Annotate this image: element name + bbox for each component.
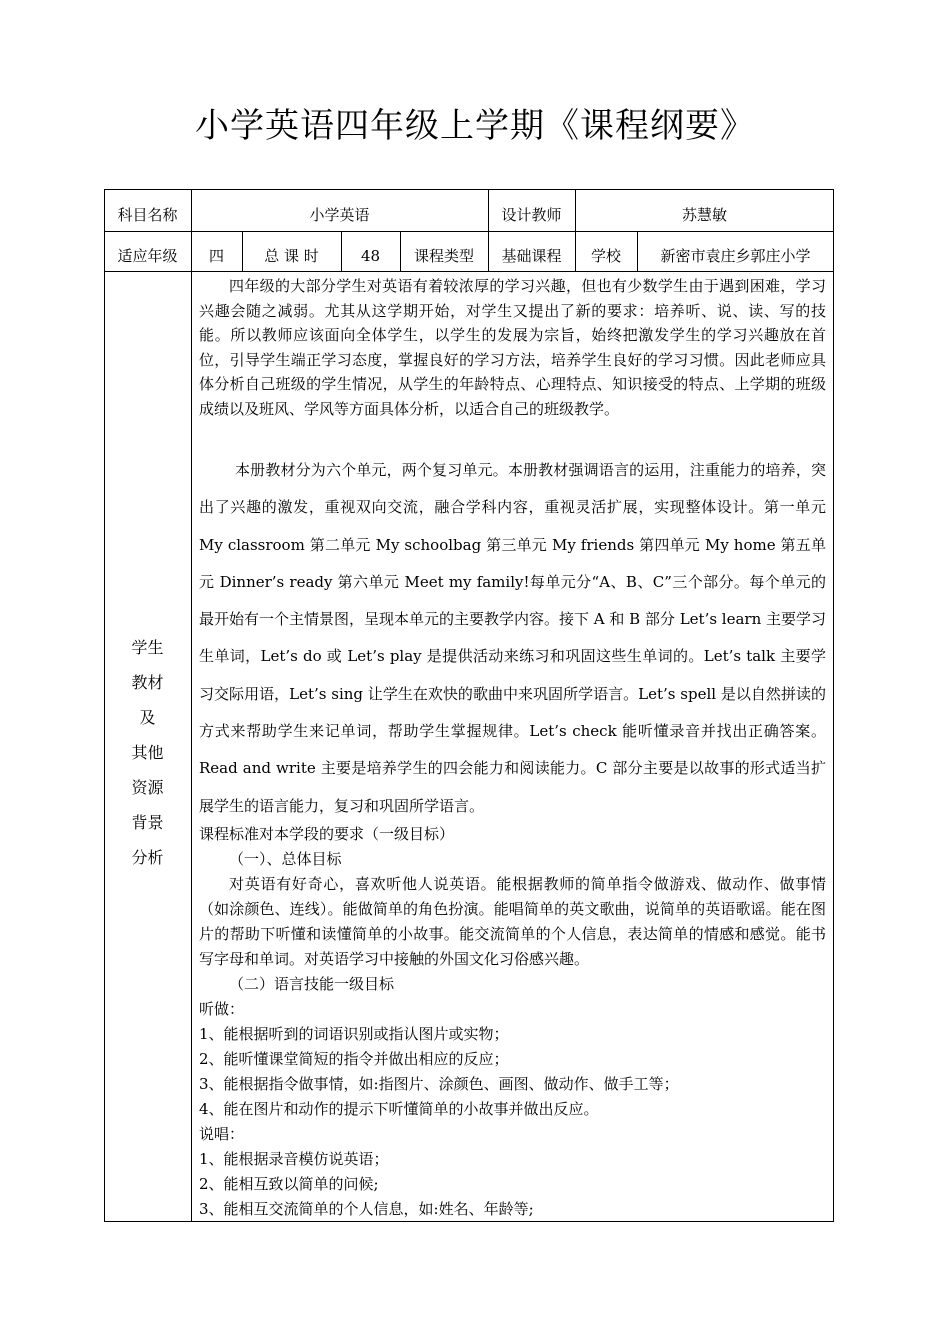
goal2-heading: （二）语言技能一级目标 [229, 975, 395, 993]
school-label: 学校 [590, 247, 621, 265]
listen-heading: 听做： [199, 1000, 245, 1018]
row-divider [104, 231, 834, 232]
list-item: 2、能相互致以简单的问候; [199, 1175, 379, 1193]
side-label-line: 及 [139, 708, 156, 727]
type-label: 课程类型 [413, 247, 474, 265]
student-analysis-paragraph: 四年级的大部分学生对英语有着较浓厚的学习兴趣，但也有少数学生由于遇到困难，学习兴趣会随之减弱。尤其从这学期开始，对学生又提出了新的要求：培养听、说、读、写的技能。所以教师应该面向全体学生，以学生的发展为宗旨，始终把激发学生的学习兴趣放在首位，引导学生端正学习态度，掌握良好的学习方法，培养学生良好的学习习惯。因此老师应具体分析自己班级的学生情况，从学生的年龄特点、心理特点、知识接受的特点、上学期的班级成绩以及班风、学风等方面具体分析，以适合自己的班级教学。 [199, 277, 826, 418]
side-label-line: 分析 [131, 848, 164, 867]
list-item: 3、能根据指令做事情，如:指图片、涂颜色、画图、做动作、做手工等； [199, 1075, 679, 1093]
teacher-value: 苏慧敏 [681, 206, 727, 224]
school-value: 新密市袁庄乡郭庄小学 [660, 247, 811, 265]
side-label-line: 教材 [131, 673, 164, 692]
page-title: 小学英语四年级上学期《课程纲要》 [195, 106, 755, 146]
side-label-line: 其他 [131, 743, 164, 762]
grade-label: 适应年级 [117, 247, 178, 265]
teacher-label: 设计教师 [501, 206, 562, 224]
goal1-text: 对英语有好奇心，喜欢听他人说英语。能根据教师的简单指令做游戏、做动作、做事情（如涂颜色、连线）。能做简单的角色扮演。能唱简单的英文歌曲，说简单的英语歌谣。能在图片的帮助下听懂和读懂简单的小故事。能交流简单的个人信息，表达简单的情感和感觉。能书写字母和单词。对英语学习中接触的外国文化习俗感兴趣。 [199, 875, 826, 968]
goal1-heading: （一）、总体目标 [229, 850, 342, 868]
row-divider [104, 271, 834, 272]
textbook-analysis-paragraph: 本册教材分为六个单元，两个复习单元。本册教材强调语言的运用，注重能力的培养，突出了兴趣的激发，重视双向交流，融合学科内容，重视灵活扩展，实现整体设计。第一单元 My classroom 第二单元 My schoolbag 第三单元 My friends 第四单元 My home 第五单元 Dinner’s ready 第六单元 Meet my family!每单元分“A、B、C”三个部分。每个单元的最开始有一个主情景图，呈现本单元的主要教学内容。接下 A 和 B 部分 Let’s learn 主要学习生单词，Let’s do 或 Let’s play 是提供活动来练习和巩固这些生单词的。Let’s talk 主要学习交际用语，Let’s sing 让学生在欢快的歌曲中来巩固所学语言。Let’s spell 是以自然拼读的方式来帮助学生来记单词，帮助学生掌握规律。Let’s check 能听懂录音并找出正确答案。Read and write 主要是培养学生的四会能力和阅读能力。C 部分主要是以故事的形式适当扩展学生的语言能力，复习和巩固所学语言。 [199, 461, 827, 815]
curriculum-standard-section [199, 822, 826, 1222]
hours-value: 48 [360, 247, 381, 265]
side-label [104, 630, 191, 875]
list-item: 3、能相互交流简单的个人信息，如:姓名、年龄等; [199, 1200, 534, 1218]
side-label-line: 背景 [131, 813, 164, 832]
col-divider [191, 189, 192, 1222]
grade-value: 四 [208, 247, 224, 265]
list-item: 1、能根据听到的词语识别或指认图片或实物； [199, 1025, 509, 1043]
subject-value: 小学英语 [309, 206, 370, 224]
standard-heading: 课程标准对本学段的要求（一级目标） [199, 825, 455, 843]
side-label-line: 资源 [131, 778, 164, 797]
side-label-line: 学生 [131, 638, 164, 657]
list-item: 1、能根据录音模仿说英语； [199, 1150, 389, 1168]
speak-heading: 说唱： [199, 1125, 245, 1143]
subject-label: 科目名称 [117, 206, 178, 224]
list-item: 4、能在图片和动作的提示下听懂简单的小故事并做出反应。 [199, 1100, 599, 1118]
list-item: 2、能听懂课堂简短的指令并做出相应的反应； [199, 1050, 509, 1068]
type-value: 基础课程 [501, 247, 562, 265]
hours-label: 总 课 时 [264, 247, 319, 265]
